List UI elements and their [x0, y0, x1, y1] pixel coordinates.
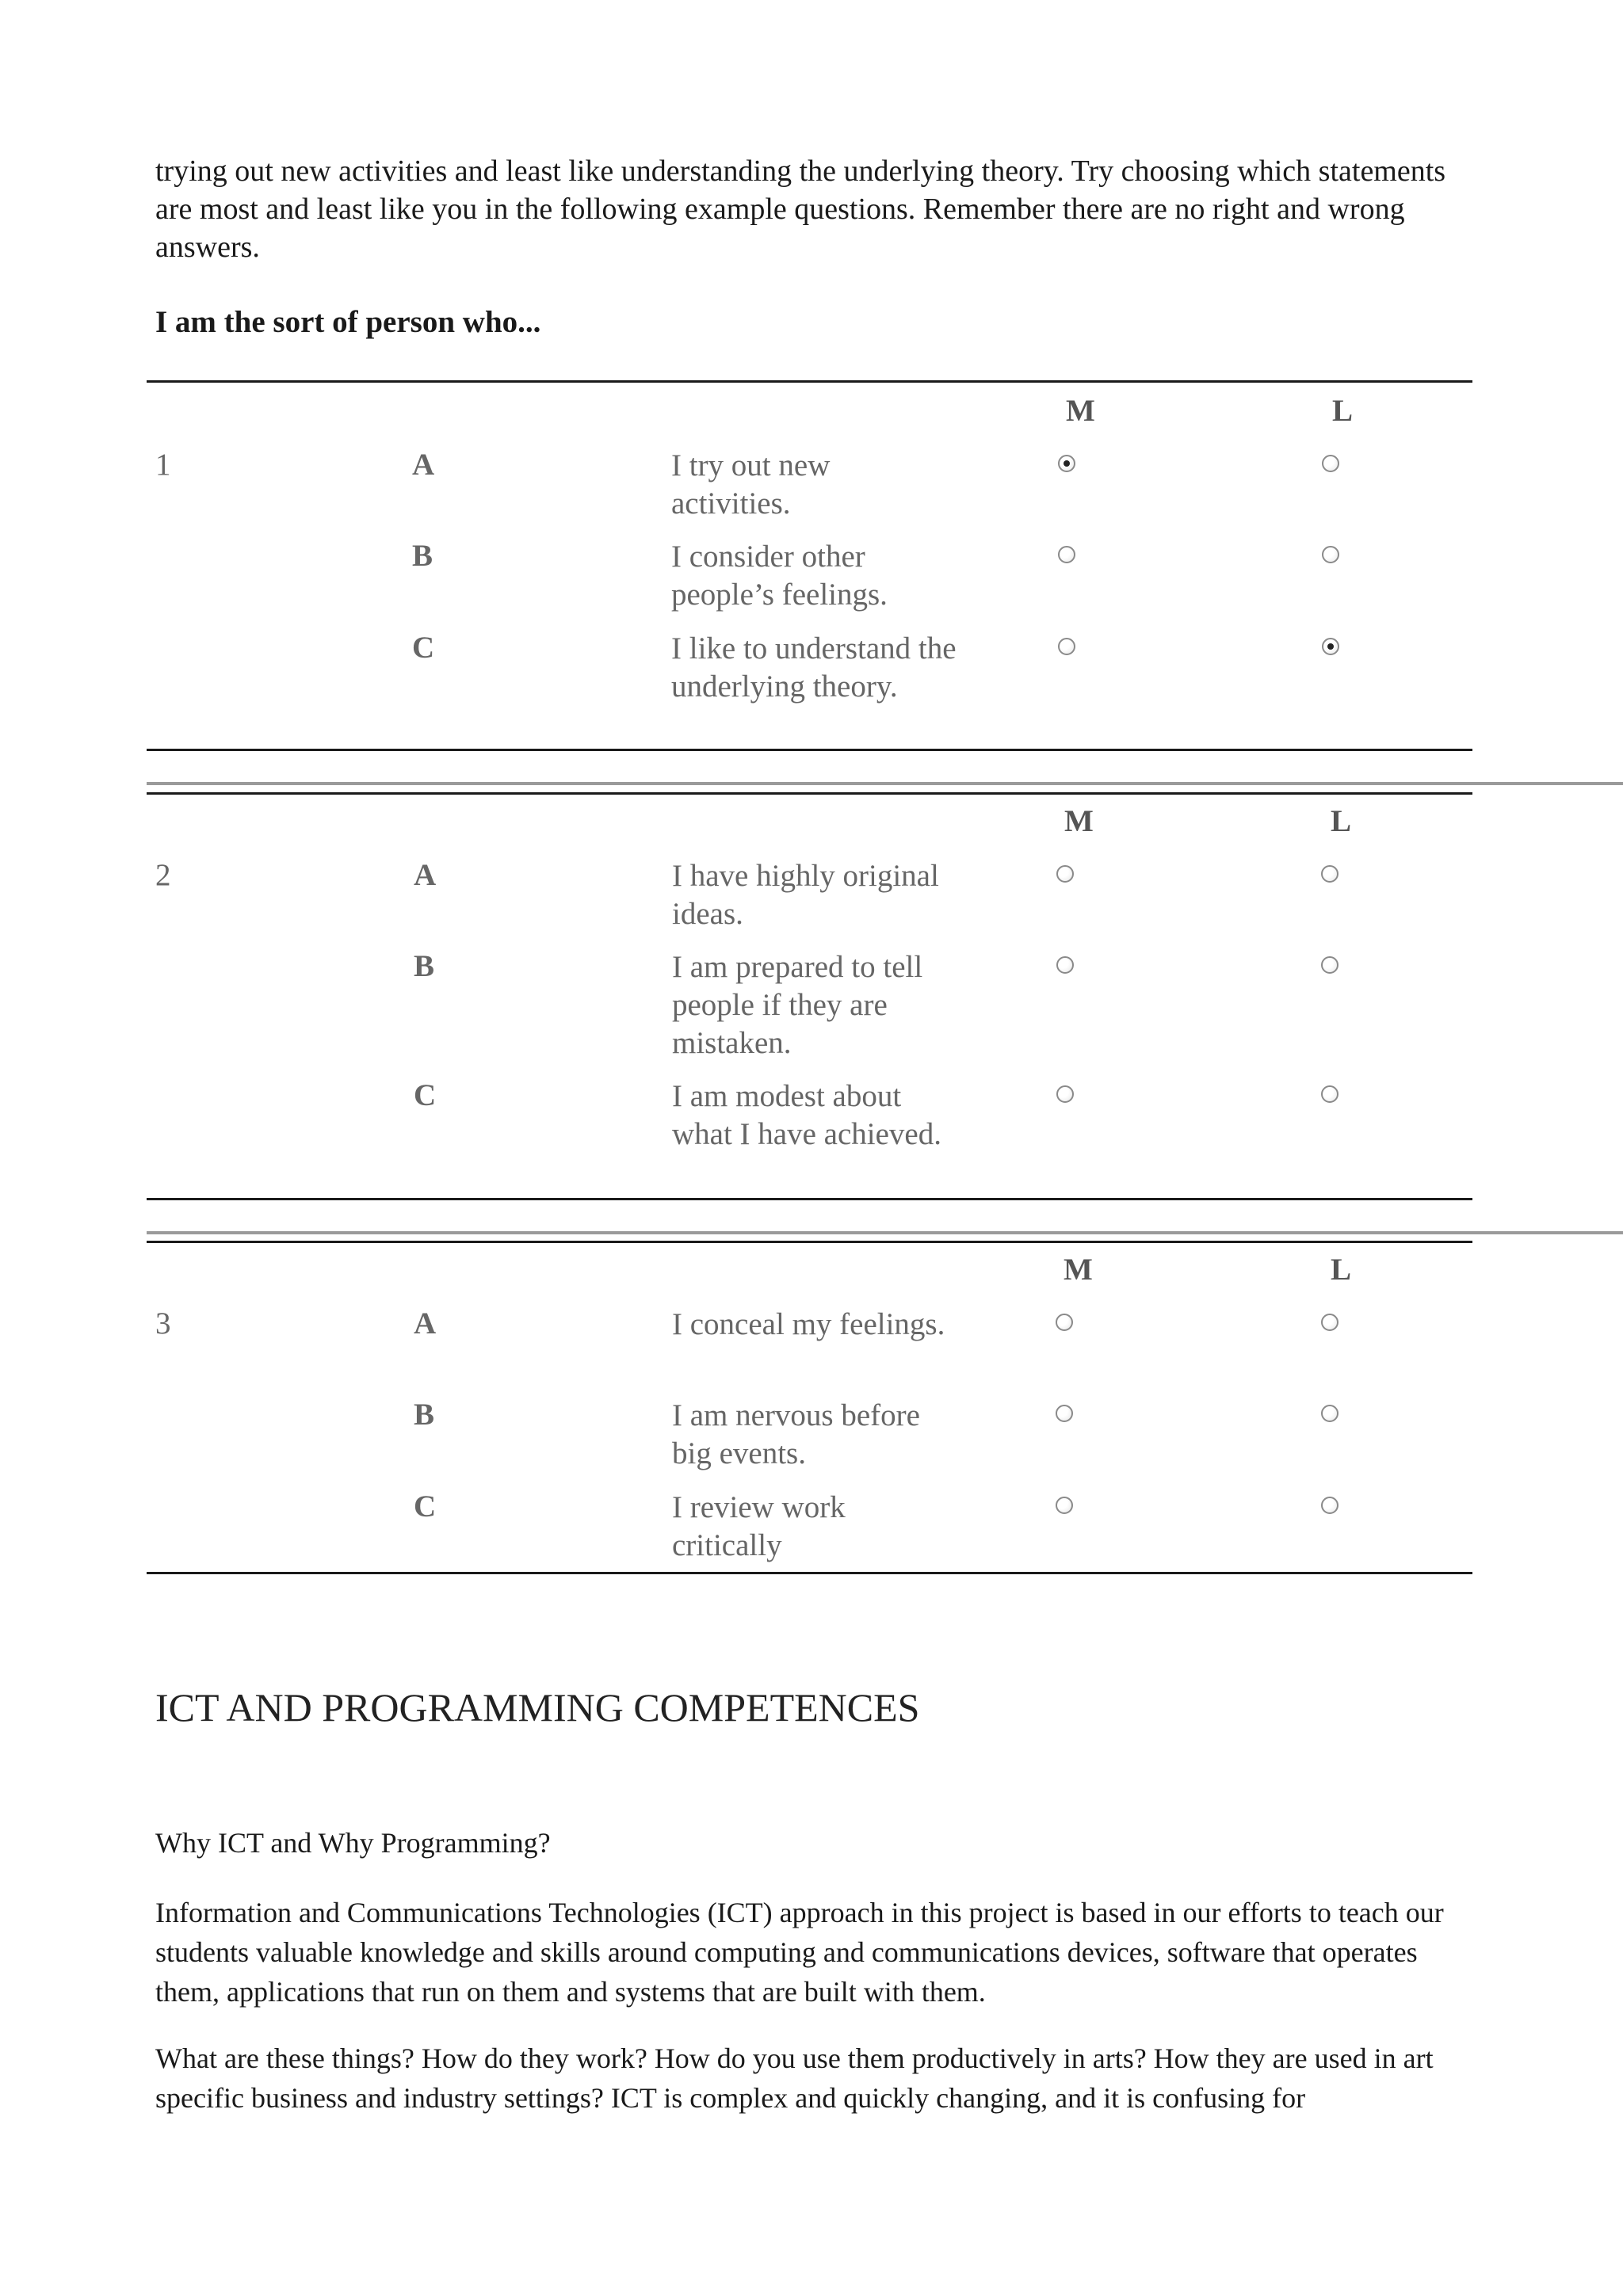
- separator-line: [147, 782, 1623, 785]
- top-rule: [147, 380, 1472, 383]
- option-statement: I conceal my feelings.: [672, 1307, 945, 1341]
- radio-most[interactable]: [1058, 455, 1075, 472]
- subheading: Why ICT and Why Programming?: [155, 1827, 551, 1859]
- radio-most[interactable]: [1056, 1497, 1073, 1514]
- question-block-3: [147, 1241, 1472, 1577]
- option-letter: A: [414, 858, 437, 892]
- intro-paragraph: trying out new activities and least like understanding the underlying theory. Try choosing which statements are most and least like you in the following example questions. Remember there are no right and wrong answers.: [155, 154, 1446, 264]
- option-statement: I try out new activities.: [671, 448, 831, 521]
- option-letter: B: [414, 1398, 435, 1432]
- radio-most[interactable]: [1056, 865, 1074, 883]
- radio-least[interactable]: [1322, 546, 1339, 563]
- option-letter: C: [412, 631, 435, 665]
- radio-least[interactable]: [1321, 1314, 1338, 1331]
- question-number: 2: [155, 858, 171, 892]
- radio-most[interactable]: [1056, 1314, 1073, 1331]
- top-rule: [147, 792, 1472, 795]
- option-statement: I am modest about what I have achieved.: [672, 1079, 941, 1151]
- bottom-rule: [147, 1572, 1472, 1574]
- option-letter: B: [412, 539, 433, 573]
- option-statement: I am prepared to tell people if they are mistaken.: [672, 950, 923, 1060]
- radio-most[interactable]: [1056, 956, 1074, 974]
- question-block-1: [147, 380, 1472, 753]
- radio-least[interactable]: [1321, 1405, 1338, 1422]
- option-statement: I like to understand the underlying theory.: [671, 631, 957, 704]
- separator-line: [147, 1231, 1623, 1234]
- column-header-least: L: [1331, 804, 1352, 838]
- question-number: 3: [155, 1306, 171, 1341]
- section-title: ICT AND PROGRAMMING COMPETENCES: [155, 1685, 920, 1730]
- bottom-rule: [147, 749, 1472, 751]
- question-block-2: [147, 792, 1472, 1204]
- question-number: 1: [155, 448, 171, 482]
- radio-most[interactable]: [1058, 638, 1075, 655]
- lead-heading: I am the sort of person who...: [155, 305, 541, 339]
- bottom-rule: [147, 1198, 1472, 1200]
- radio-most[interactable]: [1056, 1085, 1074, 1103]
- body-paragraph: Information and Communications Technologies (ICT) approach in this project is based in our efforts to teach our students valuable knowledge and skills around computing and communications devices, software that operates them, applications that run on them and systems that are built with them.: [155, 1897, 1444, 2008]
- option-statement: I am nervous before big events.: [672, 1398, 920, 1470]
- radio-least[interactable]: [1321, 1085, 1338, 1103]
- option-statement: I consider other people’s feelings.: [671, 540, 888, 612]
- radio-most[interactable]: [1058, 546, 1075, 563]
- top-rule: [147, 1241, 1472, 1243]
- body-paragraph: What are these things? How do they work? How do you use them productively in arts? How they are used in art specific business and industry settings? ICT is complex and quickly changing, and it is confusing for: [155, 2042, 1434, 2114]
- column-header-most: M: [1064, 804, 1094, 838]
- option-statement: I have highly original ideas.: [672, 859, 939, 931]
- column-header-most: M: [1066, 394, 1095, 428]
- option-letter: B: [414, 949, 435, 983]
- radio-least[interactable]: [1321, 865, 1338, 883]
- option-statement: I review work critically: [672, 1490, 846, 1562]
- radio-least[interactable]: [1321, 1497, 1338, 1514]
- option-letter: A: [414, 1306, 437, 1341]
- option-letter: C: [414, 1078, 437, 1112]
- radio-least[interactable]: [1321, 956, 1338, 974]
- radio-least[interactable]: [1322, 638, 1339, 655]
- option-letter: C: [414, 1489, 437, 1524]
- option-letter: A: [412, 448, 435, 482]
- column-header-least: L: [1331, 1253, 1352, 1287]
- radio-least[interactable]: [1322, 455, 1339, 472]
- column-header-least: L: [1332, 394, 1354, 428]
- column-header-most: M: [1064, 1253, 1093, 1287]
- radio-most[interactable]: [1056, 1405, 1073, 1422]
